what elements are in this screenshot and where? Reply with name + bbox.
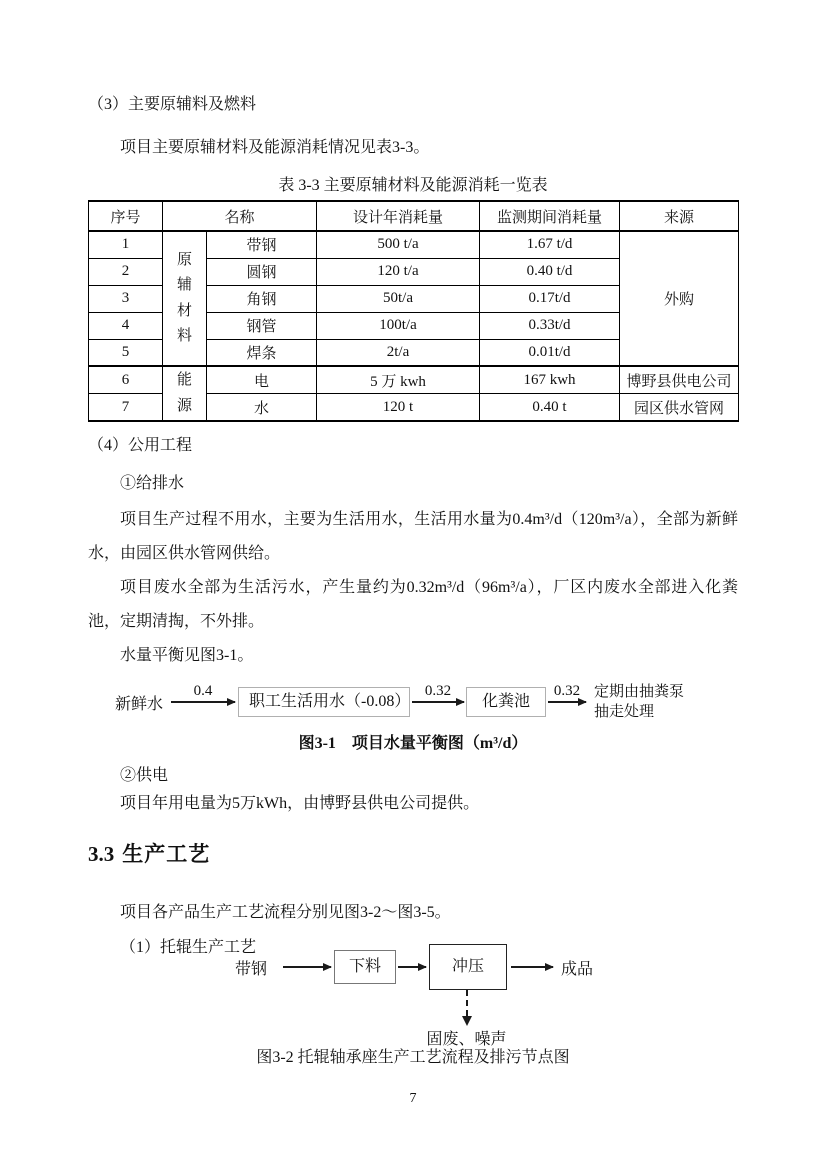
- process-step-cutting: 下料: [334, 950, 396, 984]
- col-header-name: 名称: [163, 201, 317, 231]
- cell-no: 6: [89, 366, 163, 394]
- arrow-right-icon: [283, 966, 331, 968]
- flow-sink-label: [594, 682, 684, 722]
- flow-source-label: 新鲜水: [115, 695, 164, 713]
- cell-monitor: 0.17t/d: [480, 285, 620, 312]
- flow-value: 0.4: [193, 683, 213, 699]
- cell-no: 3: [89, 285, 163, 312]
- flow-box-domestic-water: 职工生活用水（-0.08）: [238, 687, 410, 717]
- section33-intro: 项目各产品生产工艺流程分别见图3-2～图3-5。: [120, 904, 451, 921]
- cell-name: 焊条: [207, 339, 317, 366]
- process-emission-label: 固废、噪声: [426, 1031, 507, 1048]
- arrow-right-icon: [511, 966, 553, 968]
- group-label: 能源: [176, 372, 192, 414]
- col-header-design: 设计年消耗量: [317, 201, 480, 231]
- materials-energy-table: [88, 200, 739, 422]
- table-row: [89, 231, 739, 258]
- arrow-head-icon: [578, 698, 587, 706]
- cell-group-energy: [163, 366, 207, 421]
- table-row: [89, 366, 739, 394]
- cell-name: 圆钢: [207, 258, 317, 285]
- cell-monitor: 167 kwh: [480, 366, 620, 394]
- process-step-stamping-wrap: [426, 944, 507, 1048]
- flow-box-septic-tank: 化粪池: [466, 687, 546, 717]
- arrow-head-icon: [456, 698, 465, 706]
- figure1-caption: 图3-1 项目水量平衡图（m³/d）: [298, 735, 528, 752]
- process-input-label: 带钢: [235, 960, 268, 978]
- cell-name: 角钢: [207, 285, 317, 312]
- arrow-head-icon: [462, 1016, 472, 1026]
- col-header-no: 序号: [89, 201, 163, 231]
- cell-design: 5 万 kwh: [317, 366, 480, 394]
- cell-no: 2: [89, 258, 163, 285]
- water-paragraph-1: 项目生产过程不用水，主要为生活用水，生活用水量为0.4m³/d（120m³/a），全部为新鲜水，由园区供水管网供给。: [88, 511, 738, 562]
- arrow-right-icon: [171, 683, 235, 703]
- table-caption: 表 3-3 主要原辅材料及能源消耗一览表: [278, 177, 548, 194]
- process-flow-diagram: [88, 941, 738, 1048]
- cell-source: 园区供水管网: [620, 394, 739, 422]
- flow-sink-line2: 抽走处理: [594, 704, 655, 720]
- cell-design: 50t/a: [317, 285, 480, 312]
- cell-monitor: 1.67 t/d: [480, 231, 620, 258]
- water-subheading: ①给排水: [120, 475, 185, 492]
- arrow-head-icon: [545, 963, 554, 971]
- process-step-stamping: 冲压: [429, 944, 507, 990]
- arrow-down-dashed-icon: [466, 990, 468, 1016]
- cell-design: 100t/a: [317, 312, 480, 339]
- flow-value: 0.32: [424, 683, 452, 699]
- arrow-right-icon: [548, 683, 586, 703]
- cell-no: 4: [89, 312, 163, 339]
- process-flow-row: [88, 941, 738, 1048]
- cell-monitor: 0.33t/d: [480, 312, 620, 339]
- cell-no: 7: [89, 394, 163, 422]
- section33-number: 3.3: [88, 842, 115, 866]
- process-output-label: 成品: [561, 960, 594, 978]
- section33-heading: [88, 839, 738, 870]
- group-label: 原辅材料: [176, 251, 192, 344]
- water-balance-diagram: [115, 679, 738, 725]
- col-header-monitor: 监测期间消耗量: [480, 201, 620, 231]
- process1-heading: （1）托辊生产工艺: [120, 939, 257, 956]
- cell-design: 120 t: [317, 394, 480, 422]
- arrow-head-icon: [227, 698, 236, 706]
- cell-name: 带钢: [207, 231, 317, 258]
- section3-heading: （3）主要原辅料及燃料: [88, 96, 257, 113]
- col-header-source: 来源: [620, 201, 739, 231]
- page-number: 7: [409, 1091, 417, 1106]
- cell-monitor: 0.40 t: [480, 394, 620, 422]
- cell-monitor: 0.40 t/d: [480, 258, 620, 285]
- section4-heading: （4）公用工程: [88, 437, 193, 454]
- figure2-caption: 图3-2 托辊轴承座生产工艺流程及排污节点图: [256, 1049, 570, 1066]
- flow-value: 0.32: [553, 683, 581, 699]
- arrow-right-icon: [398, 966, 426, 968]
- water-paragraph-2: 项目废水全部为生活污水，产生量约为0.32m³/d（96m³/a），厂区内废水全部进入化粪池，定期清掏，不外排。: [88, 579, 738, 630]
- cell-no: 5: [89, 339, 163, 366]
- flow-sink-line1: 定期由抽粪泵: [594, 684, 685, 700]
- cell-monitor: 0.01t/d: [480, 339, 620, 366]
- section3-intro: 项目主要原辅材料及能源消耗情况见表3-3。: [120, 139, 430, 156]
- cell-group-materials: [163, 231, 207, 366]
- section33-title: 生产工艺: [122, 843, 211, 866]
- water-paragraph-3: 水量平衡见图3-1。: [120, 647, 254, 664]
- cell-name: 水: [207, 394, 317, 422]
- arrow-head-icon: [323, 963, 332, 971]
- arrow-right-icon: [412, 683, 464, 703]
- cell-design: 2t/a: [317, 339, 480, 366]
- cell-name: 电: [207, 366, 317, 394]
- cell-source-materials: 外购: [620, 231, 739, 366]
- power-paragraph: 项目年用电量为5万kWh，由博野县供电公司提供。: [120, 795, 480, 812]
- power-subheading: ②供电: [120, 767, 169, 784]
- cell-source: 博野县供电公司: [620, 366, 739, 394]
- cell-design: 120 t/a: [317, 258, 480, 285]
- cell-name: 钢管: [207, 312, 317, 339]
- cell-design: 500 t/a: [317, 231, 480, 258]
- table-header-row: [89, 201, 739, 231]
- cell-no: 1: [89, 231, 163, 258]
